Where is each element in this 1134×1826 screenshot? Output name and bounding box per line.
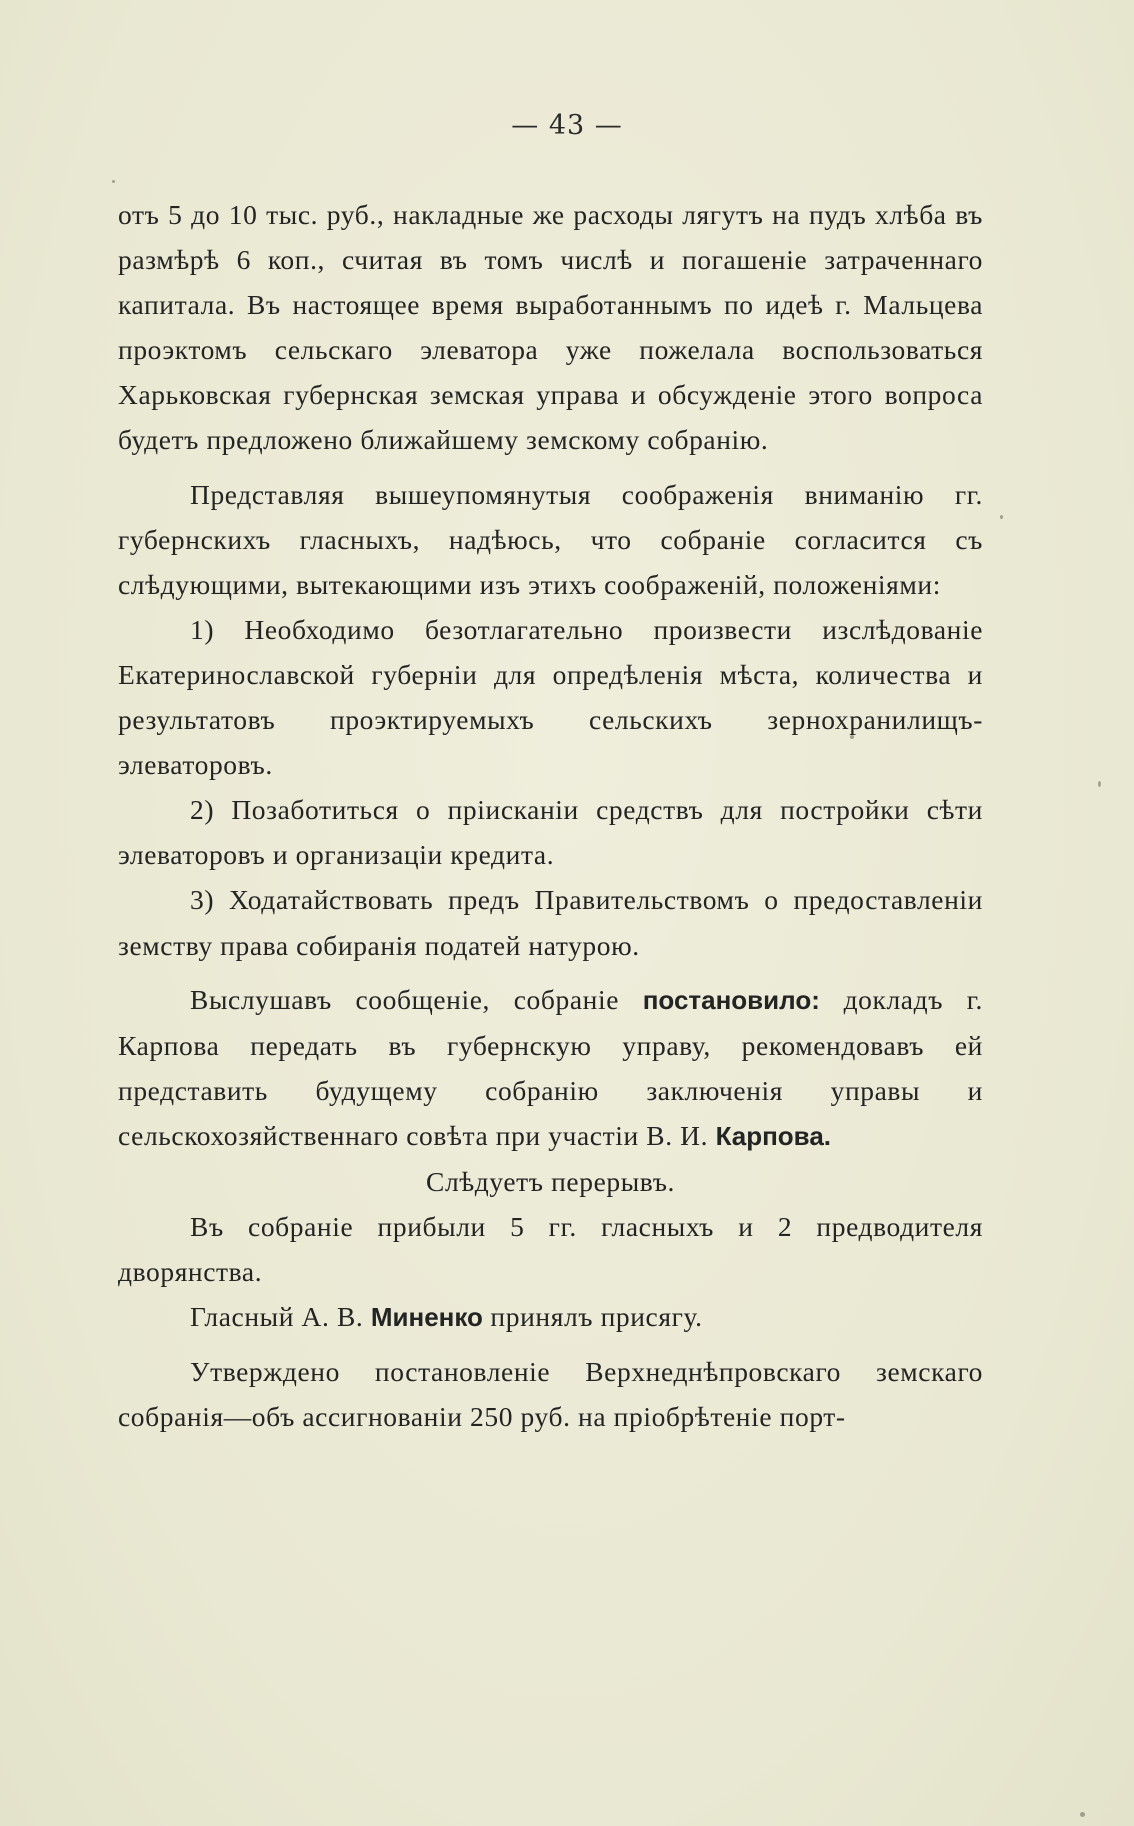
paragraph-p4 [118,787,983,877]
paragraph-p2 [118,472,983,607]
text-run: Слѣдуетъ перерывъ. [426,1165,675,1197]
paragraph-p1 [118,192,983,463]
paper-speck [1098,781,1101,787]
text-run: Въ собраніе прибыли 5 гг. гласныхъ и 2 предводителя дворянства. [118,1211,983,1288]
page-number: — 43 — [511,110,623,141]
paper-speck [112,180,115,183]
text-run: Гласный А. В. [190,1301,371,1333]
bold-run: Миненко [370,1302,483,1333]
text-run: Представляя вышеупомянутыя соображенія вниманію гг. губернскихъ гласныхъ, надѣюсь, что собраніе согласится съ слѣдующими, вытекающими изъ этихъ соображеній, положеніями: [118,478,983,600]
text-run: принялъ присягу. [482,1301,703,1333]
paragraph-p3 [118,607,983,787]
text-run: отъ 5 до 10 тыс. руб., накладные же расходы лягутъ на пудъ хлѣба въ размѣрѣ 6 коп., считая въ томъ числѣ и погашеніе затраченнаго капитала. Въ настоящее время выработаннымъ по идеѣ г. Мальцева проэктомъ сельскаго элеватора уже пожелала воспользоваться Харьковская губернская земская управа и обсужденіе этого вопроса будетъ предложено ближайшему земскому собранію. [118,199,983,456]
bold-run: Карпова. [715,1120,832,1151]
bold-run: постановило: [642,984,820,1015]
paragraph-p9 [118,1294,983,1340]
text-run: 2) Позаботиться о пріисканіи средствъ для постройки сѣти элеваторовъ и организаціи кредита. [118,794,983,871]
paper-speck [1080,1812,1085,1817]
paragraph-p8 [118,1204,983,1294]
body-text [118,192,983,1440]
paragraph-p6 [118,977,983,1159]
paragraph-p7 [118,1159,983,1204]
text-run: Выслушавъ сообщеніе, собраніе [190,983,643,1015]
paragraph-p10 [118,1349,983,1439]
paragraph-p5 [118,877,983,967]
paper-speck [850,735,854,739]
paper-speck [1000,515,1003,519]
text-run: 1) Необходимо безотлагательно произвести изслѣдованіе Екатеринославской губерніи для опредѣленія мѣста, количества и результатовъ проэктируемыхъ сельскихъ зернохранилищъ-элеваторовъ. [118,613,983,781]
text-run: докладъ г. Карпова передать въ губернскую управу, рекомендовавъ ей представить будущему собранію заключенія управы и сельскохозяйственнаго совѣта при участіи В. И. [118,983,983,1151]
text-run: 3) Ходатайствовать предъ Правительствомъ о предоставленіи земству права собиранія податей натурою. [118,884,983,961]
text-run: Утверждено постановленіе Верхнеднѣпровскаго земскаго собранія—объ ассигнованіи 250 руб. на пріобрѣтеніе порт- [118,1356,983,1433]
